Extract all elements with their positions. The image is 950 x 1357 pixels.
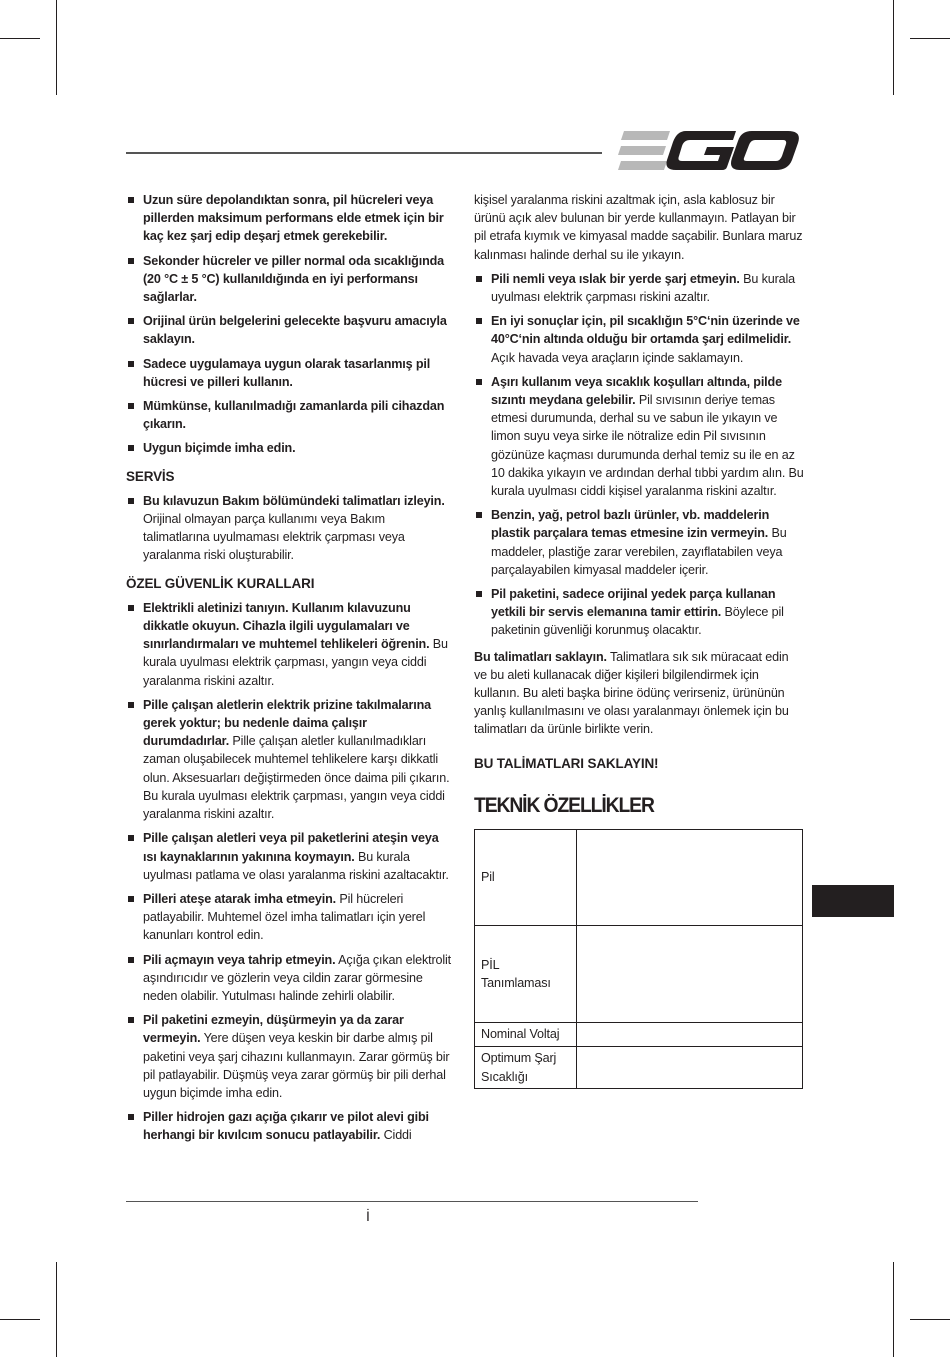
bullet-text: Böylece pil paketinin güvenliği korunmuş olacaktır. bbox=[491, 605, 784, 638]
list-item bbox=[474, 585, 804, 640]
list-item bbox=[126, 696, 454, 823]
bullet-bold: Elektrikli aletinizi tanıyın. Kullanım kılavuzunu dikkatle okuyun. Cihazla ilgili uygulamaları ve sınırlandırmaları ve muhtemel tehlikeleri öğrenin. bbox=[143, 600, 430, 652]
bullet-bold: Sadece uygulamaya uygun olarak tasarlanmış pil hücresi ve pilleri kullanın. bbox=[143, 356, 431, 389]
crop-mark bbox=[56, 1262, 57, 1357]
bullet-icon bbox=[128, 318, 134, 324]
bullet-text: Bu kurala uyulması elektrik çarpması, yangın veya ciddi yaralanma riskini azaltır. bbox=[143, 637, 448, 688]
bullet-bold: Pille çalışan aletleri veya pil paketlerini ateşin veya ısı kaynaklarının yakınına koymayın. bbox=[143, 831, 439, 864]
list-item bbox=[126, 890, 454, 945]
list-item bbox=[474, 373, 804, 500]
spec-value bbox=[577, 830, 803, 926]
spec-table bbox=[474, 829, 803, 1089]
bullet-bold: Pilleri ateşe atarak imha etmeyin. bbox=[143, 891, 337, 906]
list-item bbox=[126, 252, 454, 307]
spec-label: Optimum Şarj Sıcaklığı bbox=[475, 1047, 577, 1089]
crop-mark bbox=[0, 38, 40, 39]
bullet-icon bbox=[128, 896, 134, 902]
spec-value bbox=[577, 1023, 803, 1047]
bullet-icon bbox=[128, 258, 134, 264]
bullet-bold: Pille çalışan aletlerin elektrik prizine takılmalarına gerek yoktur; bu nedenle daima çalışır durumdadırlar. bbox=[143, 697, 431, 749]
bullet-text: Pil sıvısının deriye temas etmesi durumunda, derhal su ve sabun ile yıkayın ve limon suyu veya sirke ile nötralize edin Pil sıvısının gözünüze kaçması durumunda derhal temiz su ile en az 10 dakika yıkayın ve ardından derhal tıbbi yardım alın. Bu kurala uyulması ciddi kişisel yaralanma riskini azaltır. bbox=[491, 393, 804, 499]
bullet-icon bbox=[476, 318, 482, 324]
right-column bbox=[474, 191, 804, 1089]
bullet-icon bbox=[128, 835, 134, 841]
bullet-text: Ciddi bbox=[380, 1128, 412, 1143]
list-item bbox=[126, 599, 454, 690]
list-item bbox=[126, 829, 454, 884]
keep-bold: Bu talimatları saklayın. bbox=[474, 649, 607, 664]
bullet-text: Bu maddeler, plastiğe zarar verebilen, zayıflatabilen veya parçalayabilen kimyasal maddeler içerir. bbox=[491, 526, 787, 577]
list-item bbox=[126, 312, 454, 348]
bullet-icon bbox=[128, 445, 134, 451]
bullet-bold: Pil paketini ezmeyin, düşürmeyin ya da zarar vermeyin. bbox=[143, 1013, 404, 1046]
table-row bbox=[475, 926, 803, 1023]
bullet-icon bbox=[128, 498, 134, 504]
list-item bbox=[126, 492, 454, 565]
bullet-icon bbox=[128, 1114, 134, 1120]
keep-text: Talimatlara sık sık müracaat edin ve bu aleti kullanacak diğer kişileri bilgilendirmek için kullanın. Bu aleti başka birine ödünç verirseniz, ürününün yanlış kullanılmasını ve olası yaralanmayı önlemek için bu talimatları da ürünle birlikte verin. bbox=[474, 649, 789, 737]
spec-label: PİL Tanımlaması bbox=[475, 926, 577, 1023]
list-item bbox=[474, 312, 804, 367]
bullet-text: Yere düşen veya keskin bir darbe almış pil paketini veya şarj cihazını kullanmayın. Zarar görmüş bir pil patlayabilir. Düşmüş veya zarar görmüş bir pili derhal uygun biçimde imha edin. bbox=[143, 1031, 450, 1100]
bullet-bold: Aşırı kullanım veya sıcaklık koşulları altında, pilde sızıntı meydana gelebilir. bbox=[491, 374, 782, 408]
bullet-bold: En iyi sonuçlar için, pil sıcaklığın 5°C‘nin üzerinde ve 40°C‘nin altında olduğu bir ortamda şarj edilmelidir. bbox=[491, 314, 800, 347]
bullet-bold: Piller hidrojen gazı açığa çıkarır ve pilot alevi gibi herhangi bir kıvılcım sonucu patlayabilir. bbox=[143, 1110, 429, 1143]
bullet-bold: Pil paketini, sadece orijinal yedek parça kullanan yetkili bir servis elemanına tamir ettirin. bbox=[491, 587, 776, 620]
footer-rule bbox=[126, 1201, 698, 1202]
spec-label: Nominal Voltaj bbox=[475, 1023, 577, 1047]
continuation-text: kişisel yaralanma riskini azaltmak için, asla kablosuz bir ürünü açık alev bulunan bir yerde kullanmayın. Patlayan bir pil etrafa kıymık ve kimyasal madde saçabilir. Bunlara maruz kalınması halinde derhal su ile yıkayın. bbox=[474, 193, 803, 262]
crop-mark bbox=[56, 0, 57, 95]
bullet-icon bbox=[476, 591, 482, 597]
spec-heading: TEKNİK ÖZELLİKLER bbox=[474, 793, 654, 817]
table-row bbox=[475, 830, 803, 926]
crop-mark bbox=[910, 38, 950, 39]
bullet-text: Bu kurala uyulması elektrik çarpması riskini azaltır. bbox=[491, 271, 795, 305]
bullet-icon bbox=[128, 702, 134, 708]
bullet-text: Pil hücreleri patlayabilir. Muhtemel özel imha talimatları için yerel kanunları kontrol edin. bbox=[143, 891, 426, 943]
bullet-icon bbox=[128, 605, 134, 611]
bullet-bold: Orijinal ürün belgelerini gelecekte başvuru amacıyla saklayın. bbox=[143, 314, 447, 347]
table-row bbox=[475, 1047, 803, 1089]
ego-logo bbox=[618, 130, 800, 172]
list-item bbox=[126, 439, 454, 457]
crop-mark bbox=[910, 1319, 950, 1320]
list-item bbox=[474, 270, 804, 306]
list-item bbox=[126, 1108, 454, 1144]
list-item bbox=[126, 397, 454, 433]
crop-mark bbox=[0, 1319, 40, 1320]
bullet-bold: Uzun süre depolandıktan sonra, pil hücreleri veya pillerden maksimum performans elde etmek için bir kaç kez şarj edip deşarj etmek gerekebilir. bbox=[143, 193, 444, 244]
bullet-text: Açık havada veya araçların içinde saklamayın. bbox=[491, 350, 744, 365]
bullet-bold: Uygun biçimde imha edin. bbox=[143, 441, 296, 456]
crop-mark bbox=[893, 0, 894, 95]
list-item bbox=[474, 506, 804, 579]
spec-label: Pil bbox=[475, 830, 577, 926]
list-item bbox=[126, 1011, 454, 1102]
list-item bbox=[126, 191, 454, 246]
bullet-bold: Sekonder hücreler ve piller normal oda sıcaklığında (20 °C ± 5 °C) kullanıldığında en iyi performansı sağlarlar. bbox=[143, 253, 445, 305]
bullet-bold: Mümkünse, kullanılmadığı zamanlarda pili cihazdan çıkarın. bbox=[143, 399, 445, 432]
keep-instructions-paragraph bbox=[474, 648, 804, 739]
header-rule bbox=[126, 152, 602, 154]
bullet-text: Bu kurala uyulması patlama ve olası yaralanma riskini azaltacaktır. bbox=[143, 849, 449, 882]
table-row bbox=[475, 1023, 803, 1047]
bullet-icon bbox=[476, 276, 482, 282]
bullet-icon bbox=[476, 512, 482, 518]
left-column bbox=[126, 191, 454, 1151]
bullet-icon bbox=[476, 379, 482, 385]
bullet-text: Açığa çıkan elektrolit aşındırıcıdır ve gözlerin veya cildin zarar görmesine neden olabilir. Yutulması halinde zehirli olabilir. bbox=[143, 952, 452, 1003]
save-instructions-heading: BU TALİMATLARI SAKLAYIN! bbox=[474, 755, 659, 771]
section-heading-safety: ÖZEL GÜVENLİK KURALLARI bbox=[126, 575, 315, 591]
spec-value bbox=[577, 1047, 803, 1089]
bullet-bold: Benzin, yağ, petrol bazlı ürünler, vb. maddelerin plastik parçalara temas etmesine izin vermeyin. bbox=[491, 508, 770, 541]
bullet-icon bbox=[128, 361, 134, 367]
section-heading-servis: SERVİS bbox=[126, 468, 175, 484]
list-item bbox=[126, 355, 454, 391]
list-item bbox=[126, 951, 454, 1006]
bullet-text: Orijinal olmayan parça kullanımı veya Bakım talimatlarına uyulmaması elektrik çarpması veya yaralanma riski oluşturabilir. bbox=[143, 512, 405, 563]
bullet-icon bbox=[128, 403, 134, 409]
page-number: İ bbox=[366, 1208, 370, 1224]
bullet-text: Pille çalışan aletler kullanılmadıkları zaman oluşabilecek muhtemel tehlikelere karşı dikkatli olun. Aksesuarları değiştirmeden önce daima pili çıkarın. Bu kurala uyulması elektrik çarpması, yangın veya ciddi yaralanma riskini azaltır. bbox=[143, 734, 450, 822]
bullet-icon bbox=[128, 1017, 134, 1023]
language-tab-marker bbox=[812, 885, 894, 917]
spec-value bbox=[577, 926, 803, 1023]
crop-mark bbox=[893, 1262, 894, 1357]
bullet-bold: Pili nemli veya ıslak bir yerde şarj etmeyin. bbox=[491, 271, 740, 286]
bullet-bold: Pili açmayın veya tahrip etmeyin. bbox=[143, 952, 336, 967]
bullet-bold: Bu kılavuzun Bakım bölümündeki talimatları izleyin. bbox=[143, 493, 445, 508]
bullet-icon bbox=[128, 957, 134, 963]
bullet-icon bbox=[128, 197, 134, 203]
